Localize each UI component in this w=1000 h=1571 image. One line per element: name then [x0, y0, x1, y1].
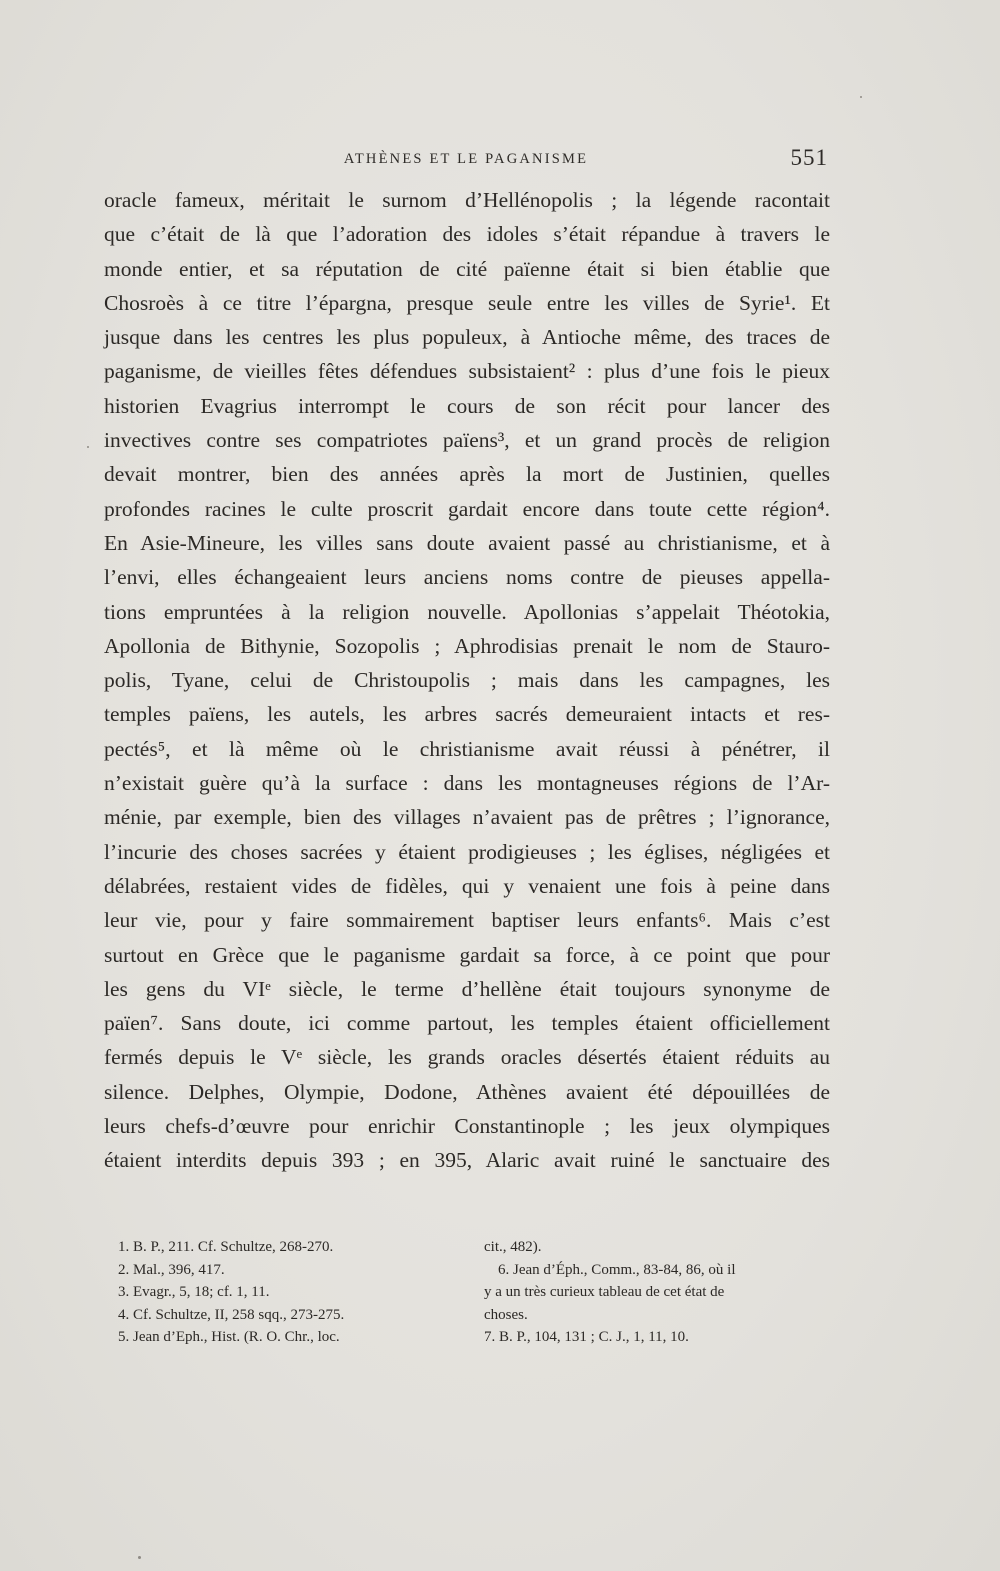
- footnote: 2. Mal., 396, 417.: [118, 1261, 225, 1278]
- body-line: Apollonia de Bithynie, Sozopolis ; Aphrodisias prenait le nom de Stauro-: [104, 633, 830, 658]
- body-line: surtout en Grèce que le paganisme gardait sa force, à ce point que pour: [104, 942, 830, 967]
- footnote: 5. Jean d’Eph., Hist. (R. O. Chr., loc.: [118, 1329, 340, 1345]
- body-line: jusque dans les centres les plus populeux, à Antioche même, des traces de: [104, 325, 830, 350]
- running-head: [104, 147, 828, 173]
- footnote: cit., 482).: [484, 1239, 542, 1255]
- body-line: délabrées, restaient vides de fidèles, qui y venaient une fois à peine dans: [104, 873, 830, 898]
- body-line: Chosroès à ce titre l’épargna, presque seule entre les villes de Syrie¹. Et: [104, 290, 830, 315]
- body-line: silence. Delphes, Olympie, Dodone, Athènes avaient été dépouillées de: [104, 1079, 830, 1104]
- paper-speck: [860, 96, 862, 98]
- body-line: l’envi, elles échangeaient leurs anciens noms contre de pieuses appella-: [104, 565, 830, 590]
- body-line: n’existait guère qu’à la surface : dans les montagneuses régions de l’Ar-: [104, 771, 830, 796]
- body-line: profondes racines le culte proscrit gardait encore dans toute cette région⁴.: [104, 496, 830, 521]
- body-line: En Asie-Mineure, les villes sans doute avaient passé au christianisme, et à: [104, 530, 830, 555]
- body-line: les gens du VIᵉ siècle, le terme d’hellène était toujours synonyme de: [104, 976, 830, 1001]
- body-line: invectives contre ses compatriotes païens³, et un grand procès de religion: [104, 428, 830, 453]
- footnotes-right-column: [484, 1236, 830, 1349]
- body-line: tions empruntées à la religion nouvelle. Apollonias s’appelait Théotokia,: [104, 599, 830, 624]
- page-number: 551: [790, 145, 828, 170]
- paper-speck: [87, 446, 89, 448]
- body-line: leur vie, pour y faire sommairement baptiser leurs enfants⁶. Mais c’est: [104, 908, 830, 933]
- footnote: 6. Jean d’Éph., Comm., 83-84, 86, où il: [498, 1261, 736, 1278]
- body-line: l’incurie des choses sacrées y étaient prodigieuses ; les églises, négligées et: [104, 839, 830, 864]
- paper-speck: [138, 1556, 141, 1559]
- body-line: monde entier, et sa réputation de cité païenne était si bien établie que: [104, 256, 830, 281]
- body-line: ménie, par exemple, bien des villages n’avaient pas de prêtres ; l’ignorance,: [104, 805, 830, 830]
- footnote: 7. B. P., 104, 131 ; C. J., 1, 11, 10.: [484, 1329, 689, 1345]
- footnote: 1. B. P., 211. Cf. Schultze, 268-270.: [118, 1239, 334, 1255]
- body-line: fermés depuis le Vᵉ siècle, les grands oracles désertés étaient réduits au: [104, 1045, 830, 1070]
- body-line: que c’était de là que l’adoration des idoles s’était répandue à travers le: [104, 222, 830, 247]
- footnote: 4. Cf. Schultze, II, 258 sqq., 273-275.: [118, 1306, 345, 1323]
- body-line: polis, Tyane, celui de Christoupolis ; mais dans les campagnes, les: [104, 668, 830, 693]
- footnotes-left-column: [118, 1236, 458, 1349]
- body-line: devait montrer, bien des années après la mort de Justinien, quelles: [104, 462, 830, 487]
- body-line: paganisme, de vieilles fêtes défendues subsistaient² : plus d’une fois le pieux: [104, 359, 830, 384]
- body-line: leurs chefs-d’œuvre pour enrichir Constantinople ; les jeux olympiques: [104, 1114, 830, 1139]
- body-line: oracle fameux, méritait le surnom d’Hellénopolis ; la légende racontait: [104, 188, 830, 212]
- body-line: pectés⁵, et là même où le christianisme avait réussi à pénétrer, il: [104, 736, 830, 761]
- footnote: y a un très curieux tableau de cet état de: [484, 1284, 725, 1300]
- body-text: [104, 183, 830, 1178]
- body-line: temples païens, les autels, les arbres sacrés demeuraient intacts et res-: [104, 702, 830, 727]
- body-line: païen⁷. Sans doute, ici comme partout, les temples étaient officiellement: [104, 1011, 830, 1036]
- footnote: 3. Evagr., 5, 18; cf. 1, 11.: [118, 1284, 270, 1300]
- body-line: historien Evagrius interrompt le cours de son récit pour lancer des: [104, 393, 830, 418]
- footnote: choses.: [484, 1306, 528, 1323]
- running-title: ATHÈNES ET LE PAGANISME: [343, 151, 589, 167]
- body-line: étaient interdits depuis 393 ; en 395, Alaric avait ruiné le sanctuaire des: [104, 1148, 830, 1173]
